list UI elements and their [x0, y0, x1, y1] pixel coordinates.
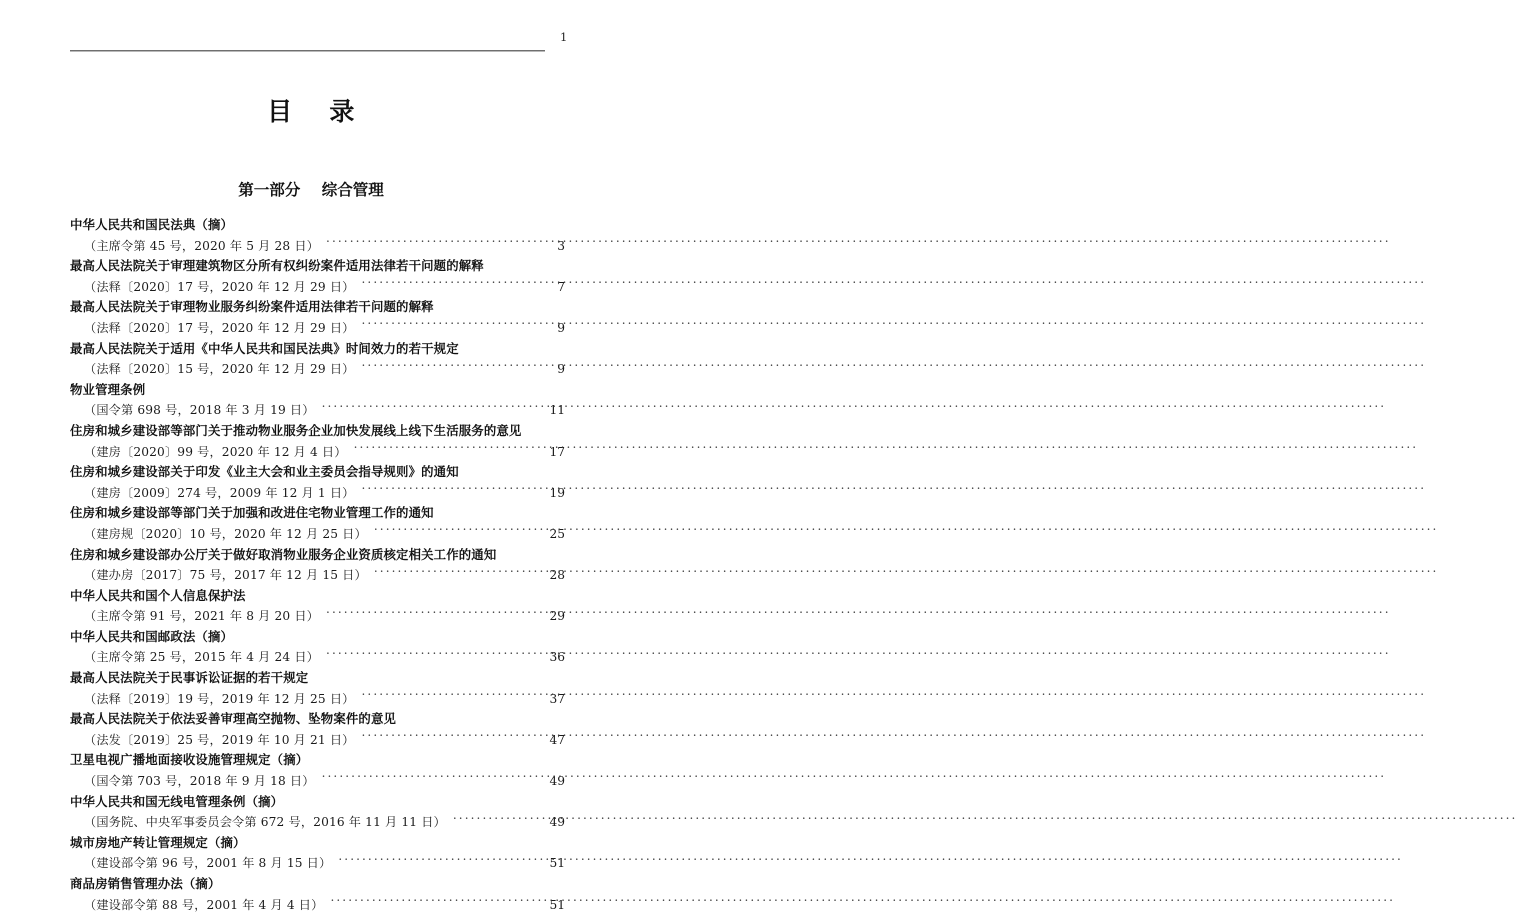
- toc-entry-citation: （建设部令第 88 号，2001 年 4 月 4 日）: [84, 897, 324, 912]
- toc-entry-title: 城市房地产转让管理规定（摘）: [70, 834, 246, 850]
- toc-entry-reference: [70, 236, 565, 257]
- toc-entry-page-number: 17: [549, 444, 565, 459]
- toc-entry-reference: [70, 812, 565, 833]
- part-heading: 第一部分 综合管理: [238, 180, 384, 199]
- dot-leader: [354, 442, 540, 456]
- toc-entry-reference: [70, 524, 565, 545]
- toc-entry-reference: [70, 483, 565, 504]
- toc-entry-page-number: 11: [549, 403, 565, 418]
- toc-entry-reference: [70, 359, 565, 380]
- toc-entry-citation: （建房〔2009〕274 号，2009 年 12 月 1 日）: [84, 485, 355, 500]
- toc-entry[interactable]: [70, 503, 565, 544]
- toc-entry-citation: （主席令第 45 号，2020 年 5 月 28 日）: [84, 238, 320, 253]
- toc-entry-page-number: 49: [549, 815, 565, 830]
- toc-entry-title: 住房和城乡建设部关于印发《业主大会和业主委员会指导规则》的通知: [70, 464, 459, 480]
- dot-leader: [362, 689, 540, 703]
- toc-entry-reference: [70, 771, 565, 792]
- toc-entry-title: 住房和城乡建设部等部门关于推动物业服务企业加快发展线上线下生活服务的意见: [70, 422, 522, 438]
- dot-leader: [362, 318, 540, 332]
- dot-leader: [326, 606, 540, 620]
- toc-entry-page-number: 28: [549, 568, 565, 583]
- toc-entry-page-number: 51: [549, 897, 565, 912]
- toc-entry-reference: [70, 853, 565, 874]
- toc-entry[interactable]: [70, 297, 565, 338]
- toc-entry[interactable]: [70, 750, 565, 791]
- toc-entry-title: 最高人民法院关于审理物业服务纠纷案件适用法律若干问题的解释: [70, 299, 434, 315]
- dot-leader: [326, 647, 540, 661]
- toc-entry-reference: [70, 895, 565, 915]
- toc-entry-title: 最高人民法院关于依法妥善审理高空抛物、坠物案件的意见: [70, 711, 397, 727]
- toc-entry-title: 住房和城乡建设部等部门关于加强和改进住宅物业管理工作的通知: [70, 505, 434, 521]
- toc-entry-citation: （建房〔2020〕99 号，2020 年 12 月 4 日）: [84, 444, 347, 459]
- page-title: 目 录: [267, 97, 355, 126]
- toc-entry-reference: [70, 606, 565, 627]
- toc-entry-reference: [70, 318, 565, 339]
- toc-entry-citation: （法释〔2020〕17 号，2020 年 12 月 29 日）: [84, 320, 355, 335]
- toc-list: [70, 215, 565, 915]
- toc-entry[interactable]: [70, 668, 565, 709]
- toc-entry-reference: [70, 277, 565, 298]
- dot-leader: [322, 400, 540, 414]
- dot-leader: [326, 236, 540, 250]
- toc-entry-title: 中华人民共和国民法典（摘）: [70, 217, 234, 232]
- toc-entry-citation: （法释〔2020〕15 号，2020 年 12 月 29 日）: [84, 362, 355, 377]
- toc-entry-citation: （法发〔2019〕25 号，2019 年 10 月 21 日）: [84, 732, 355, 747]
- page-number: 1: [560, 30, 568, 44]
- toc-entry-reference: [70, 442, 565, 463]
- toc-page: [0, 0, 622, 912]
- toc-entry[interactable]: [70, 380, 565, 421]
- toc-entry[interactable]: [70, 421, 565, 462]
- toc-entry-citation: （主席令第 91 号，2021 年 8 月 20 日）: [84, 609, 320, 624]
- dot-leader: [362, 730, 540, 744]
- dot-leader: [374, 565, 540, 579]
- page-header: [0, 28, 622, 58]
- toc-entry[interactable]: [70, 545, 565, 586]
- toc-entry[interactable]: [70, 709, 565, 750]
- toc-entry-reference: [70, 689, 565, 710]
- toc-entry-citation: （建办房〔2017〕75 号，2017 年 12 月 15 日）: [84, 568, 367, 583]
- toc-entry-reference: [70, 400, 565, 421]
- toc-entry-citation: （国务院、中央军事委员会令第 672 号，2016 年 11 月 11 日）: [84, 815, 446, 830]
- toc-entry[interactable]: [70, 215, 565, 256]
- dot-leader: [362, 359, 540, 373]
- dot-leader: [374, 524, 540, 538]
- toc-entry[interactable]: [70, 627, 565, 668]
- toc-entry-citation: （国令第 703 号，2018 年 9 月 18 日）: [84, 774, 315, 789]
- toc-entry-citation: （法释〔2020〕17 号，2020 年 12 月 29 日）: [84, 279, 355, 294]
- toc-entry-citation: （建房规〔2020〕10 号，2020 年 12 月 25 日）: [84, 526, 367, 541]
- toc-entry-title: 中华人民共和国无线电管理条例（摘）: [70, 793, 284, 809]
- dot-leader: [338, 853, 540, 867]
- dot-leader: [362, 277, 540, 291]
- toc-entry-title: 最高人民法院关于民事诉讼证据的若干规定: [70, 670, 309, 686]
- toc-entry-title: 商品房销售管理办法（摘）: [70, 876, 221, 891]
- toc-entry-title: 中华人民共和国个人信息保护法: [70, 587, 246, 603]
- toc-entry[interactable]: [70, 256, 565, 297]
- toc-entry-page-number: 25: [549, 526, 565, 541]
- toc-entry-title: 物业管理条例: [70, 381, 146, 397]
- header-rule: [70, 50, 545, 52]
- dot-leader: [322, 771, 540, 785]
- toc-entry-reference: [70, 647, 565, 668]
- dot-leader: [362, 483, 540, 497]
- toc-entry-page-number: 19: [549, 485, 565, 500]
- toc-entry-citation: （建设部令第 96 号，2001 年 8 月 15 日）: [84, 856, 332, 871]
- toc-entry-page-number: 47: [549, 732, 565, 747]
- toc-entry-title: 中华人民共和国邮政法（摘）: [70, 628, 234, 644]
- toc-entry-page-number: 9: [557, 362, 565, 377]
- toc-entry-page-number: 9: [557, 320, 565, 335]
- toc-entry-reference: [70, 565, 565, 586]
- toc-entry-title: 最高人民法院关于适用《中华人民共和国民法典》时间效力的若干规定: [70, 340, 459, 356]
- toc-entry-title: 最高人民法院关于审理建筑物区分所有权纠纷案件适用法律若干问题的解释: [70, 258, 484, 274]
- toc-entry-page-number: 3: [557, 238, 565, 253]
- toc-entry-page-number: 49: [549, 774, 565, 789]
- dot-leader: [330, 895, 540, 909]
- toc-entry[interactable]: [70, 586, 565, 627]
- toc-entry-page-number: 37: [549, 691, 565, 706]
- toc-entry-reference: [70, 730, 565, 751]
- toc-entry-page-number: 29: [549, 609, 565, 624]
- toc-entry[interactable]: [70, 874, 565, 915]
- toc-entry-page-number: 7: [557, 279, 565, 294]
- toc-entry[interactable]: [70, 833, 565, 874]
- toc-entry-citation: （法释〔2019〕19 号，2019 年 12 月 25 日）: [84, 691, 355, 706]
- toc-entry[interactable]: [70, 339, 565, 380]
- toc-entry-title: 卫星电视广播地面接收设施管理规定（摘）: [70, 752, 309, 768]
- toc-entry-page-number: 36: [549, 650, 565, 665]
- toc-entry-title: 住房和城乡建设部办公厅关于做好取消物业服务企业资质核定相关工作的通知: [70, 546, 497, 562]
- toc-entry[interactable]: [70, 792, 565, 833]
- toc-entry-citation: （国令第 698 号，2018 年 3 月 19 日）: [84, 403, 315, 418]
- toc-entry-citation: （主席令第 25 号，2015 年 4 月 24 日）: [84, 650, 320, 665]
- dot-leader: [453, 812, 540, 826]
- toc-entry-page-number: 51: [549, 856, 565, 871]
- toc-entry[interactable]: [70, 462, 565, 503]
